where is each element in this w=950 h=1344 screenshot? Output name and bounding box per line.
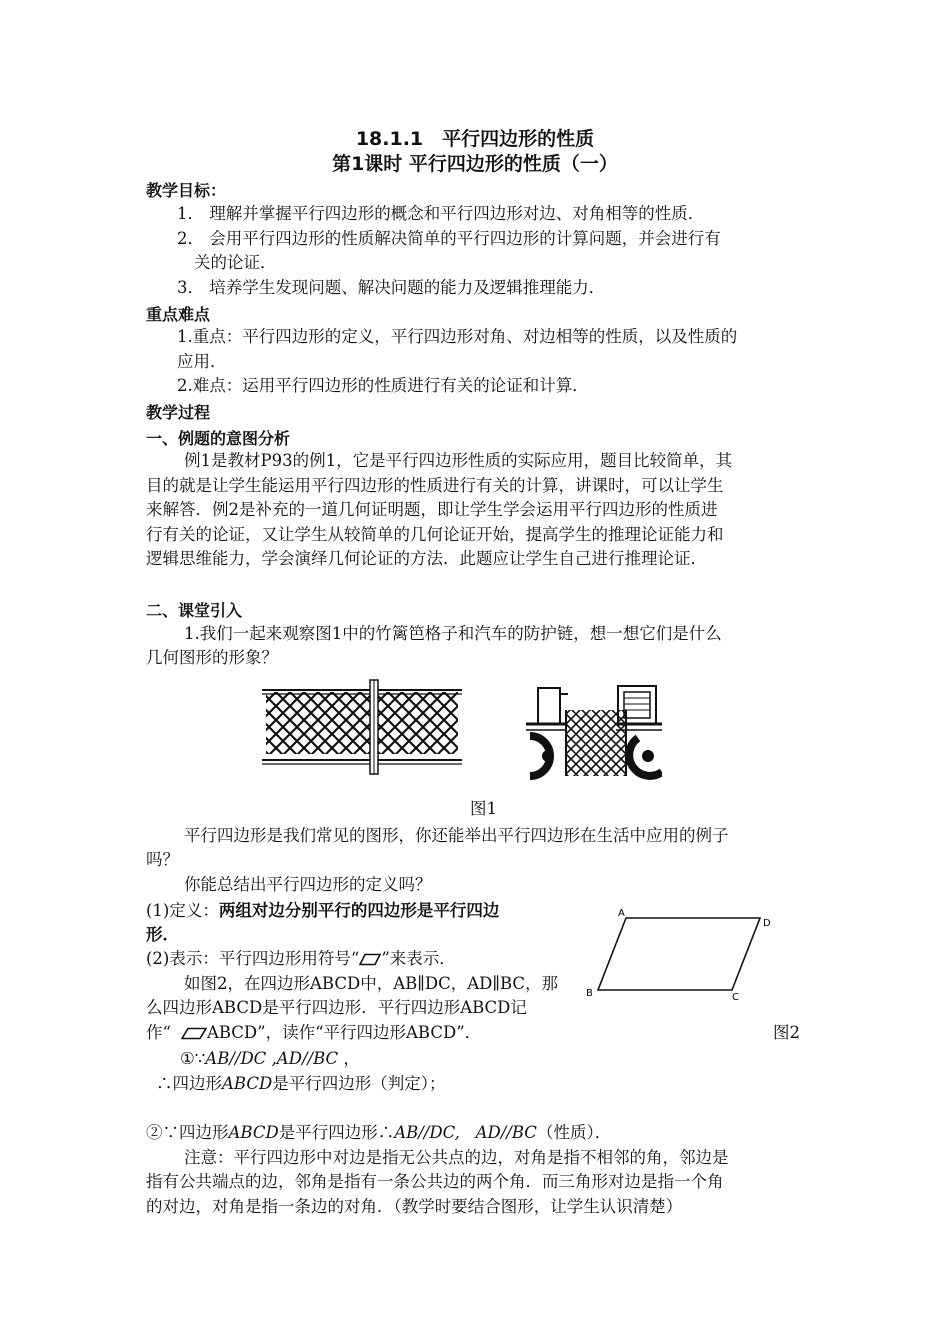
- paragraph-line: 例1是教材P93的例1，它是平行四边形性质的实际应用，题目比较简单，其: [184, 451, 733, 470]
- car-chain-image: [526, 684, 662, 780]
- parallelogram-symbol-icon: [181, 1027, 207, 1040]
- note-line: 的对边，对角是指一条边的对角．（教学时要结合图形，让学生认识清楚）: [146, 1197, 683, 1216]
- figure1-caption: 图1: [470, 799, 497, 818]
- definition-text-cont: 形．: [146, 925, 179, 944]
- reasoning-math: AB//DC ,AD//BC: [205, 1049, 339, 1068]
- vertex-label-c: C: [732, 992, 739, 1000]
- objectives-heading: 教学目标：: [146, 181, 227, 200]
- paragraph-line: 吗？: [146, 850, 179, 869]
- notation-line: 如图2，在四边形ABCD中，AB∥DC，AD∥BC，那: [184, 974, 559, 993]
- reasoning-math: ABCD: [222, 1074, 273, 1093]
- paragraph-line: 你能总结出平行四边形的定义吗？: [184, 875, 432, 894]
- vertex-label-d: D: [763, 918, 771, 929]
- keypoint-line: 2.难点：运用平行四边形的性质进行有关的论证和计算．: [177, 376, 589, 395]
- section-heading: 一、例题的意图分析: [146, 429, 291, 448]
- keypoint-line: 应用．: [177, 352, 227, 371]
- notation-suffix: ”来表示．: [381, 949, 456, 968]
- notation-prefix: 作“: [146, 1023, 171, 1042]
- parallelogram-abcd-figure: [582, 904, 782, 1000]
- reasoning-prefix: ②∵四边形: [146, 1123, 229, 1142]
- paragraph-line: 平行四边形是我们常见的图形，你还能举出平行四边形在生活中应用的例子: [184, 826, 729, 845]
- definition-prefix: (1)定义：: [146, 901, 219, 920]
- note-line: 指有公共端点的边，邻角是指有一条公共边的两个角．而三角形对边是指一个角: [146, 1172, 724, 1191]
- bamboo-fence-image: [262, 678, 462, 776]
- definition-text: 两组对边分别平行的四边形是平行四边: [218, 901, 500, 920]
- reasoning-suffix: 是平行四边形（判定）；: [272, 1074, 446, 1093]
- section-heading: 二、课堂引入: [146, 601, 243, 620]
- keypoint-line: 1.重点：平行四边形的定义，平行四边形对角、对边相等的性质，以及性质的: [177, 327, 738, 346]
- reasoning-line: [146, 1121, 611, 1145]
- notation-prefix: (2)表示：平行四边形用符号“: [146, 949, 360, 968]
- vertex-label-a: A: [618, 908, 625, 919]
- keypoints-heading: 重点难点: [146, 305, 211, 324]
- notation-line: 么四边形ABCD是平行四边形．平行四边形ABCD记: [146, 998, 527, 1017]
- reasoning-math: ABCD: [228, 1123, 279, 1142]
- notation-line: [146, 947, 456, 971]
- figure2-caption: 图2: [773, 1023, 800, 1042]
- paragraph-line: 1.我们一起来观察图1中的竹篱笆格子和汽车的防护链，想一想它们是什么: [184, 624, 722, 643]
- page-title: 18.1.1 平行四边形的性质: [355, 128, 595, 150]
- notation-line: [146, 1021, 481, 1045]
- paragraph-line: 来解答．例2是补充的一道几何证明题，即让学生学会运用平行四边形的性质进: [146, 500, 718, 519]
- note-line: 注意：平行四边形中对边是指无公共点的边，对角是指不相邻的角，邻边是: [184, 1148, 729, 1167]
- vertex-label-b: B: [586, 988, 593, 999]
- reasoning-math: AB//DC, AD//BC: [394, 1123, 537, 1142]
- reasoning-line: [180, 1047, 360, 1071]
- objective-item: 关的论证．: [194, 253, 277, 272]
- reasoning-line: [156, 1072, 445, 1096]
- reasoning-prefix: ①∵: [180, 1049, 206, 1068]
- reasoning-suffix: ，: [338, 1049, 360, 1068]
- reasoning-prefix: ∴四边形: [156, 1074, 222, 1093]
- objective-item: 2． 会用平行四边形的性质解决简单的平行四边形的计算问题，并会进行有: [177, 229, 721, 248]
- process-heading: 教学过程: [146, 403, 211, 422]
- paragraph-line: 行有关的论证，又让学生从较简单的几何论证开始，提高学生的推理论证能力和: [146, 525, 724, 544]
- reasoning-suffix: （性质）．: [536, 1123, 612, 1142]
- paragraph-line: 几何图形的形象？: [146, 648, 278, 667]
- parallelogram-symbol-icon: [359, 953, 381, 966]
- paragraph-line: 目的就是让学生能运用平行四边形的性质进行有关的计算，讲课时，可以让学生: [146, 476, 724, 495]
- paragraph-line: 逻辑思维能力，学会演绎几何论证的方法．此题应让学生自己进行推理论证．: [146, 549, 707, 568]
- objective-item: 3． 培养学生发现问题、解决问题的能力及逻辑推理能力．: [177, 278, 606, 297]
- definition-line: [146, 899, 499, 923]
- reasoning-text: 是平行四边形∴: [278, 1123, 395, 1142]
- objective-item: 1． 理解并掌握平行四边形的概念和平行四边形对边、对角相等的性质．: [177, 204, 705, 223]
- page-subtitle: 第1课时 平行四边形的性质（一）: [332, 153, 618, 175]
- notation-text: ABCD”，读作“平行四边形ABCD”．: [206, 1023, 482, 1042]
